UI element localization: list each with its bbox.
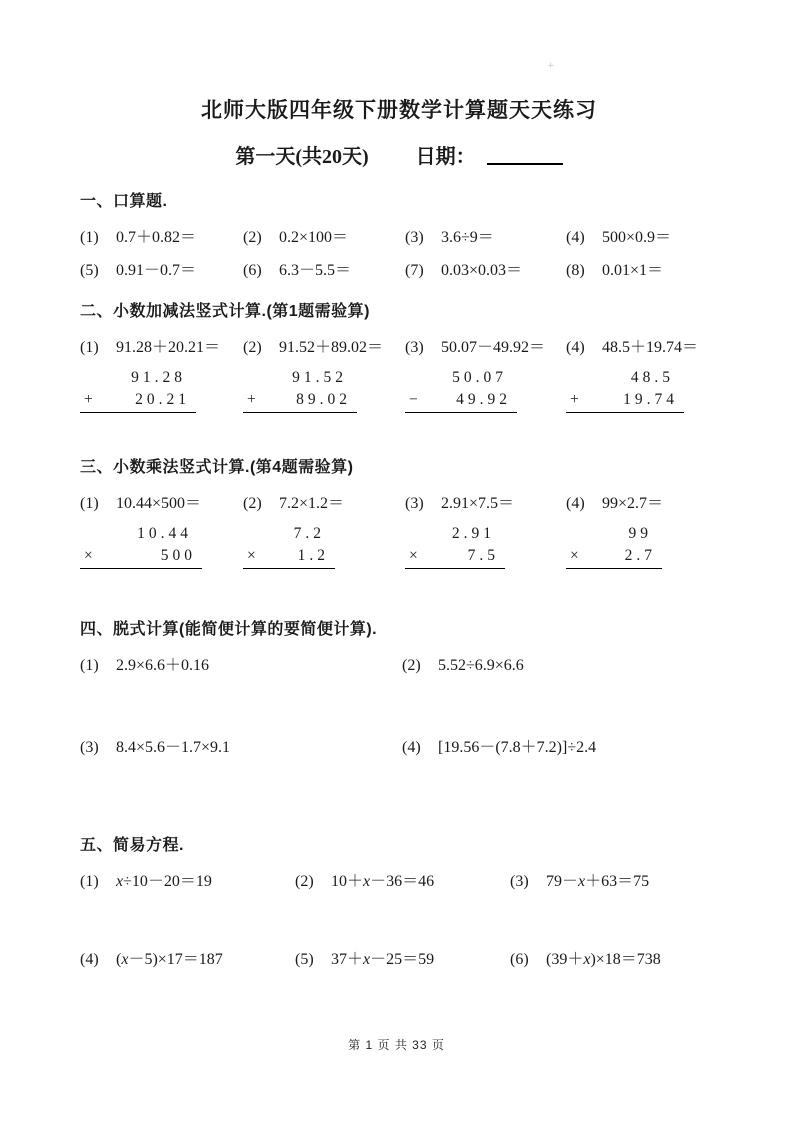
problem-expression: (39＋x)×18＝738 — [546, 951, 661, 968]
stack-bottom-operand: 49.92 — [456, 391, 511, 408]
stack-operator: × — [570, 547, 583, 564]
stack-bottom-operand: 20.21 — [135, 391, 190, 408]
vertical-stack — [566, 366, 684, 413]
problem-number: (4) — [80, 951, 99, 968]
problem-number: (3) — [510, 873, 529, 890]
problem-item — [243, 492, 405, 516]
section-heading: 一、口算题. — [80, 193, 168, 210]
stack-top-operand: 48.5 — [630, 369, 674, 386]
problem-row — [80, 259, 718, 283]
problem-expression: 2.9×6.6＋0.16 — [116, 657, 210, 674]
problem-number: (2) — [243, 229, 262, 246]
stack-bottom-row — [566, 389, 684, 413]
problem-number: (2) — [243, 339, 262, 356]
scan-artifact: + — [547, 61, 555, 71]
problem-number: (6) — [243, 262, 262, 279]
problem-row — [80, 870, 718, 894]
stack-operator: + — [247, 391, 260, 408]
section-multiplication-vertical — [80, 457, 718, 569]
problem-item — [405, 259, 566, 283]
section-addsub-vertical — [80, 301, 718, 413]
problem-expression: 0.03×0.03＝ — [441, 262, 523, 279]
problem-item — [405, 226, 566, 250]
problem-number: (4) — [566, 339, 585, 356]
problem-number: (8) — [566, 262, 585, 279]
problem-item — [566, 259, 718, 283]
vertical-stack — [243, 366, 357, 413]
vertical-stacks-row — [80, 366, 718, 413]
problem-item — [566, 336, 718, 360]
day-label: 第一天(共20天) — [235, 146, 369, 168]
problem-number: (2) — [402, 657, 421, 674]
problem-expression: 50.07－49.92＝ — [441, 339, 546, 356]
problem-item — [243, 226, 405, 250]
problem-row — [80, 948, 718, 972]
problem-item — [295, 870, 510, 894]
problem-item — [405, 336, 566, 360]
page-number-footer: 第 1 页 共 33 页 — [348, 1038, 445, 1052]
problem-expression: 91.28＋20.21＝ — [116, 339, 221, 356]
vertical-stack — [405, 366, 517, 413]
problem-number: (3) — [405, 495, 424, 512]
problem-item — [405, 492, 566, 516]
problem-expression: 7.2×1.2＝ — [279, 495, 345, 512]
problem-number: (1) — [80, 873, 99, 890]
problem-expression: 8.4×5.6－1.7×9.1 — [116, 739, 231, 756]
page-title: 北师大版四年级下册数学计算题天天练习 — [201, 98, 597, 122]
problem-number: (4) — [566, 495, 585, 512]
stack-bottom-operand: 19.74 — [623, 391, 678, 408]
vertical-stacks-row — [80, 522, 718, 569]
section-step-calculation — [80, 619, 718, 760]
problem-number: (3) — [405, 339, 424, 356]
problem-row — [80, 492, 718, 516]
stack-bottom-operand: 89.02 — [296, 391, 351, 408]
stack-bottom-row — [243, 545, 335, 569]
problem-number: (1) — [80, 229, 99, 246]
problem-row — [80, 336, 718, 360]
problem-expression: 48.5＋19.74＝ — [602, 339, 699, 356]
vertical-stack — [405, 522, 505, 569]
stack-bottom-operand: 1.2 — [297, 547, 329, 564]
problem-number: (1) — [80, 339, 99, 356]
problem-item — [80, 336, 243, 360]
date-label: 日期： — [415, 146, 476, 168]
stack-top-operand: 2.91 — [451, 525, 495, 542]
problem-item — [80, 948, 295, 972]
problem-expression: 0.01×1＝ — [602, 262, 664, 279]
problem-expression: 79－x＋63＝75 — [546, 873, 650, 890]
problem-expression: 37＋x－25＝59 — [331, 951, 435, 968]
problem-expression: [19.56－(7.8＋7.2)]÷2.4 — [438, 739, 597, 756]
problem-row — [80, 654, 718, 678]
problem-expression: 500×0.9＝ — [602, 229, 672, 246]
stack-top-operand: 50.07 — [452, 369, 507, 386]
stack-operator: + — [84, 391, 97, 408]
stack-top-operand: 99 — [628, 525, 652, 542]
problem-number: (7) — [405, 262, 424, 279]
vertical-stack — [566, 522, 662, 569]
stack-top-operand: 7.2 — [293, 525, 325, 542]
section-heading: 四、脱式计算(能简便计算的要简便计算). — [80, 621, 378, 638]
problem-item — [510, 870, 718, 894]
stack-bottom-row — [405, 389, 517, 413]
problem-number: (6) — [510, 951, 529, 968]
problem-number: (1) — [80, 657, 99, 674]
date-blank-line — [487, 147, 563, 165]
problem-number: (4) — [402, 739, 421, 756]
vertical-stack — [80, 522, 202, 569]
stack-bottom-row — [80, 545, 202, 569]
stack-operator: − — [409, 391, 422, 408]
vertical-stack — [80, 366, 196, 413]
problem-number: (4) — [566, 229, 585, 246]
problem-expression: 0.7＋0.82＝ — [116, 229, 197, 246]
section-heading: 五、简易方程. — [80, 837, 184, 854]
section-heading: 三、小数乘法竖式计算.(第4题需验算) — [80, 459, 354, 476]
problem-expression: 0.2×100＝ — [279, 229, 349, 246]
problem-item — [243, 259, 405, 283]
problem-item — [566, 492, 718, 516]
problem-row — [80, 736, 718, 760]
problem-item — [80, 654, 402, 678]
problem-expression: (x－5)×17＝187 — [116, 951, 223, 968]
problem-number: (3) — [405, 229, 424, 246]
stack-bottom-operand: 500 — [160, 547, 196, 564]
stack-bottom-row — [566, 545, 662, 569]
problem-expression: 10＋x－36＝46 — [331, 873, 435, 890]
problem-expression: 0.91－0.7＝ — [116, 262, 197, 279]
section-heading: 二、小数加减法竖式计算.(第1题需验算) — [80, 303, 371, 320]
problem-item — [80, 259, 243, 283]
problem-item — [510, 948, 718, 972]
stack-operator: × — [84, 547, 97, 564]
problem-number: (2) — [295, 873, 314, 890]
problem-item — [566, 226, 718, 250]
stack-top-operand: 91.52 — [292, 369, 347, 386]
problem-item — [80, 492, 243, 516]
problem-number: (2) — [243, 495, 262, 512]
problem-expression: 6.3－5.5＝ — [279, 262, 352, 279]
problem-item — [243, 336, 405, 360]
section-simple-equations — [80, 835, 718, 972]
problem-item — [295, 948, 510, 972]
stack-operator: × — [409, 547, 422, 564]
problem-item — [80, 736, 402, 760]
problem-row — [80, 226, 718, 250]
stack-operator: + — [570, 391, 583, 408]
problem-number: (5) — [295, 951, 314, 968]
stack-bottom-operand: 2.7 — [624, 547, 656, 564]
stack-bottom-row — [243, 389, 357, 413]
problem-item — [402, 654, 718, 678]
problem-number: (3) — [80, 739, 99, 756]
problem-expression: 99×2.7＝ — [602, 495, 664, 512]
problem-item — [80, 226, 243, 250]
problem-number: (5) — [80, 262, 99, 279]
problem-expression: x÷10－20＝19 — [116, 873, 212, 890]
problem-number: (1) — [80, 495, 99, 512]
vertical-stack — [243, 522, 335, 569]
page-subtitle — [80, 142, 718, 172]
problem-item — [80, 870, 295, 894]
stack-top-operand: 91.28 — [131, 369, 186, 386]
problem-item — [402, 736, 718, 760]
problem-expression: 91.52＋89.02＝ — [279, 339, 384, 356]
section-oral-calculation — [80, 191, 718, 283]
problem-expression: 3.6÷9＝ — [441, 229, 494, 246]
stack-operator: × — [247, 547, 260, 564]
problem-expression: 2.91×7.5＝ — [441, 495, 515, 512]
stack-bottom-row — [80, 389, 196, 413]
problem-expression: 10.44×500＝ — [116, 495, 202, 512]
stack-bottom-row — [405, 545, 505, 569]
stack-bottom-operand: 7.5 — [467, 547, 499, 564]
problem-expression: 5.52÷6.9×6.6 — [438, 657, 524, 674]
stack-top-operand: 10.44 — [137, 525, 192, 542]
